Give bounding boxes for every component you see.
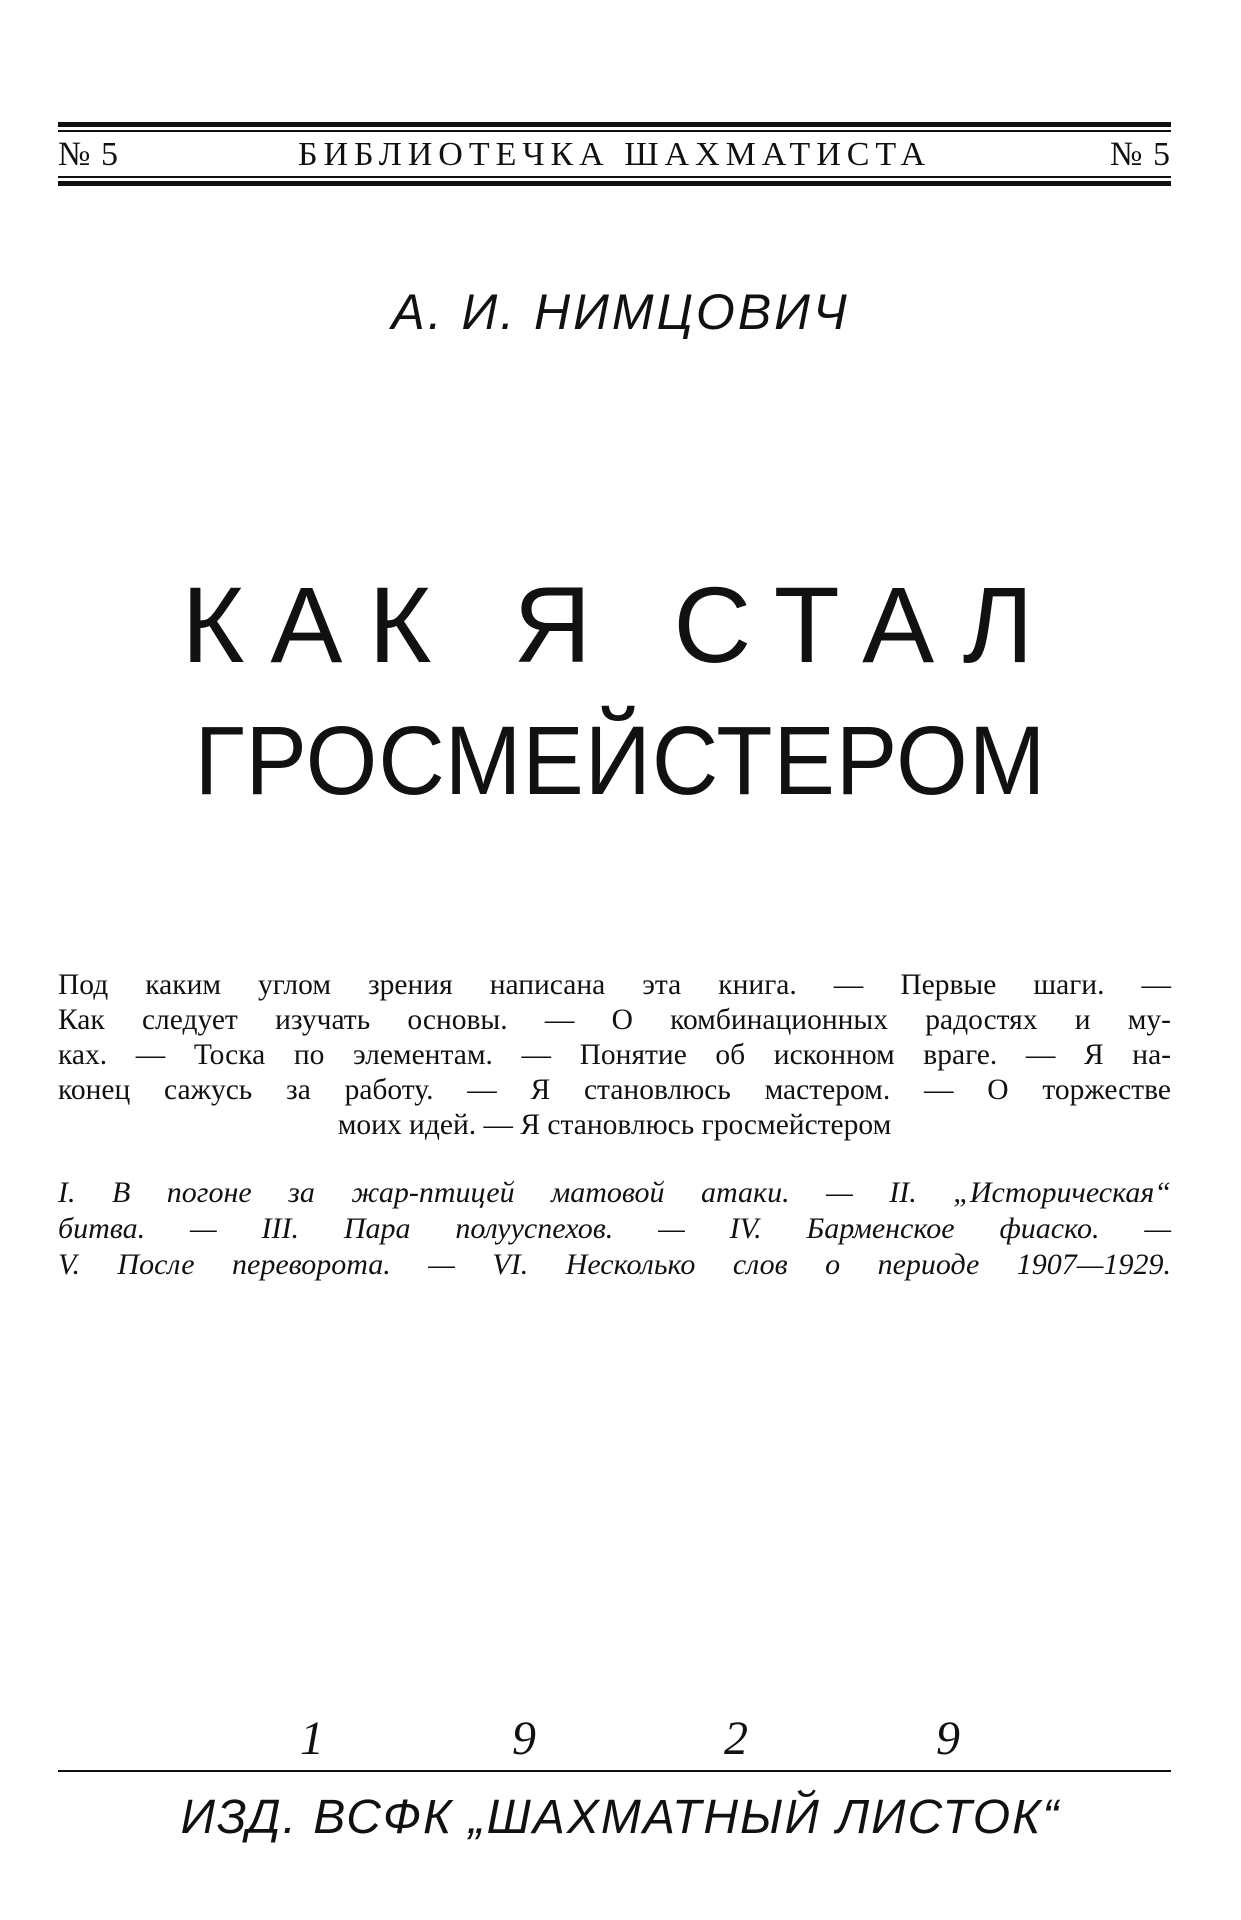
author-name: А. И. НИМЦОВИЧ	[391, 284, 850, 340]
contents-line: моих идей. — Я становлюсь гросмейстером	[337, 1109, 892, 1141]
chapters-line: битва. — III. Пара полууспехов. — IV. Барменское фиаско. —	[58, 1212, 1171, 1245]
year-digit: 9	[512, 1711, 536, 1765]
series-number-right: № 5	[1110, 136, 1171, 173]
header-rule-bottom	[58, 181, 1171, 186]
publisher: ИЗД. ВСФК „ШАХМАТНЫЙ ЛИСТОК“	[180, 1791, 1061, 1844]
header-rule-top-thin	[58, 130, 1171, 132]
contents-line: ках. — Тоска по элементам. — Понятие об исконном враге. — Я на-	[58, 1039, 1171, 1071]
contents-line: конец сажусь за работу. — Я становлюсь мастером. — О торжестве	[58, 1074, 1171, 1106]
year-digit: 2	[724, 1711, 748, 1765]
year-rule	[58, 1770, 1171, 1772]
chapters-line: V. После переворота. — VI. Несколько слов о периоде 1907—1929.	[58, 1248, 1171, 1281]
contents-line: Как следует изучать основы. — О комбинационных радостях и му-	[58, 1004, 1171, 1036]
series-number-left: № 5	[58, 136, 119, 173]
book-title-line-1: КАК Я СТАЛ	[181, 564, 1060, 685]
chapters-list	[58, 1175, 1171, 1283]
book-title-line-2: ГРОСМЕЙСТЕРОМ	[194, 706, 1047, 816]
contents-line: Под каким углом зрения написана эта книга. — Первые шаги. —	[58, 969, 1171, 1001]
chapters-line: I. В погоне за жар-птицей матовой атаки. — II. „Историческая“	[58, 1176, 1171, 1209]
publication-year	[300, 1708, 960, 1768]
series-header	[58, 134, 1171, 176]
year-digit: 1	[300, 1711, 324, 1765]
contents-summary	[58, 968, 1171, 1143]
series-title: БИБЛИОТЕЧКА ШАХМАТИСТА	[297, 136, 932, 173]
year-digit: 9	[936, 1711, 960, 1765]
header-rule-top	[58, 122, 1171, 127]
header-rule-bottom-thin	[58, 176, 1171, 178]
